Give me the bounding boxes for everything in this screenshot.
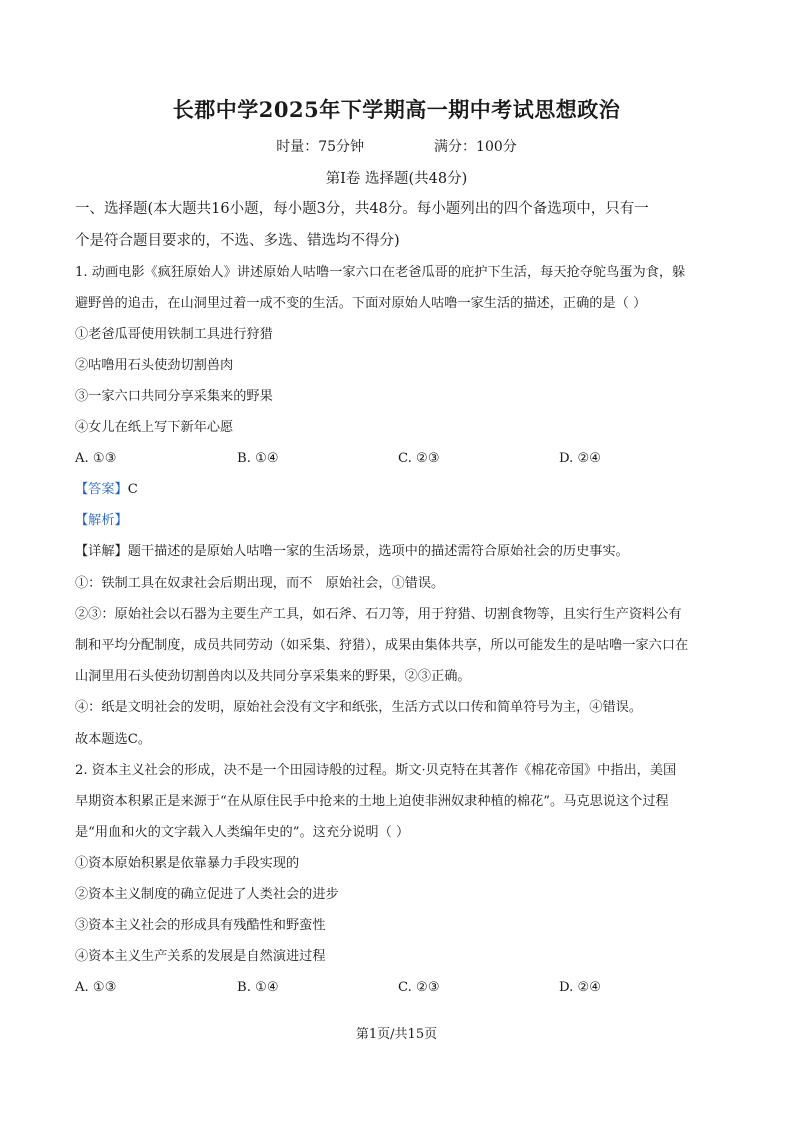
detail-tag: 【详解】 bbox=[75, 544, 128, 559]
q2-choice-c: C. ②③ bbox=[398, 980, 440, 995]
q2-stem-line-3: 是“用血和火的文字载入人类编年史的”。这充分说明（ ） bbox=[75, 825, 410, 840]
q1-stem-line-2: 避野兽的追击，在山洞里过着一成不变的生活。下面对原始人咕噜一家生活的描述，正确的是（ ） bbox=[75, 296, 647, 311]
exam-time: 时量：75分钟 bbox=[276, 139, 365, 155]
q2-stem-line-1: 2. 资本主义社会的形成，决不是一个田园诗般的过程。斯文·贝克特在其著作《棉花帝国》中指出，美国 bbox=[75, 763, 677, 778]
q2-option-1: ①资本原始积累是依靠暴力手段实现的 bbox=[75, 856, 300, 871]
q2-option-4: ④资本主义生产关系的发展是自然演进过程 bbox=[75, 949, 326, 964]
exam-meta bbox=[0, 136, 793, 156]
q1-option-1: ①老爸瓜哥使用铁制工具进行狩猎 bbox=[75, 327, 273, 342]
detail-text: 题干描述的是原始人咕噜一家的生活场景，选项中的描述需符合原始社会的历史事实。 bbox=[127, 544, 629, 559]
exam-score: 满分：100分 bbox=[434, 139, 517, 155]
q2-option-2: ②资本主义制度的确立促进了人类社会的进步 bbox=[75, 887, 339, 902]
q1-explain-3: 制和平均分配制度，成员共同劳动（如采集、狩猎），成果由集体共享，所以可能发生的是咕噜一家六口在 bbox=[75, 638, 689, 653]
q1-option-3: ③一家六口共同分享采集来的野果 bbox=[75, 389, 273, 404]
q1-detail bbox=[75, 542, 723, 562]
q1-choice-b: B. ①④ bbox=[237, 451, 279, 466]
page-title: 长郡中学2025年下学期高一期中考试思想政治 bbox=[172, 97, 621, 122]
q1-explain-2: ②③：原始社会以石器为主要生产工具，如石斧、石刀等，用于狩猎、切割食物等，且实行生产资料公有 bbox=[75, 607, 682, 622]
q1-choice-a: A. ①③ bbox=[75, 451, 117, 466]
answer-value: C bbox=[127, 482, 138, 497]
q1-option-2: ②咕噜用石头使劲切割兽肉 bbox=[75, 358, 234, 373]
q2-choice-b: B. ①④ bbox=[237, 980, 279, 995]
q1-choice-d: D. ②④ bbox=[559, 451, 602, 466]
q2-option-3: ③资本主义社会的形成具有残酷性和野蛮性 bbox=[75, 918, 326, 933]
q1-explain-5: ④：纸是文明社会的发明，原始社会没有文字和纸张，生活方式以口传和简单符号为主，④错误。 bbox=[75, 700, 643, 715]
answer-tag: 【答案】 bbox=[75, 482, 128, 497]
q1-explain-1: ①：铁制工具在奴隶社会后期出现，而不 原始社会，①错误。 bbox=[75, 576, 445, 591]
q1-analysis bbox=[75, 511, 723, 531]
instruction-line-2: 个是符合题目要求的，不选、多选、错选均不得分) bbox=[75, 233, 400, 249]
analysis-tag: 【解析】 bbox=[75, 513, 128, 528]
section-heading: 第Ⅰ卷 选择题(共48分) bbox=[325, 171, 468, 187]
q1-answer bbox=[75, 480, 723, 500]
q1-explain-6: 故本题选C。 bbox=[75, 732, 152, 747]
q1-option-4: ④女儿在纸上写下新年心愿 bbox=[75, 420, 234, 435]
instruction-line-1: 一、选择题(本大题共16小题，每小题3分，共48分。每小题列出的四个备选项中，只有一 bbox=[75, 201, 649, 217]
q2-choice-d: D. ②④ bbox=[559, 980, 602, 995]
q1-explain-4: 山洞里用石头使劲切割兽肉以及共同分享采集来的野果，②③正确。 bbox=[75, 669, 471, 684]
q2-stem-line-2: 早期资本积累正是来源于“在从原住民手中抢来的土地上迫使非洲奴隶种植的棉花”。马克思说这个过程 bbox=[75, 794, 669, 809]
q1-choice-c: C. ②③ bbox=[398, 451, 440, 466]
q1-stem-line-1: 1. 动画电影《疯狂原始人》讲述原始人咕噜一家六口在老爸瓜哥的庇护下生活，每天抢夺鸵鸟蛋为食，躲 bbox=[75, 265, 686, 280]
q2-choice-a: A. ①③ bbox=[75, 980, 117, 995]
page-footer: 第1页/共15页 bbox=[355, 1027, 438, 1042]
